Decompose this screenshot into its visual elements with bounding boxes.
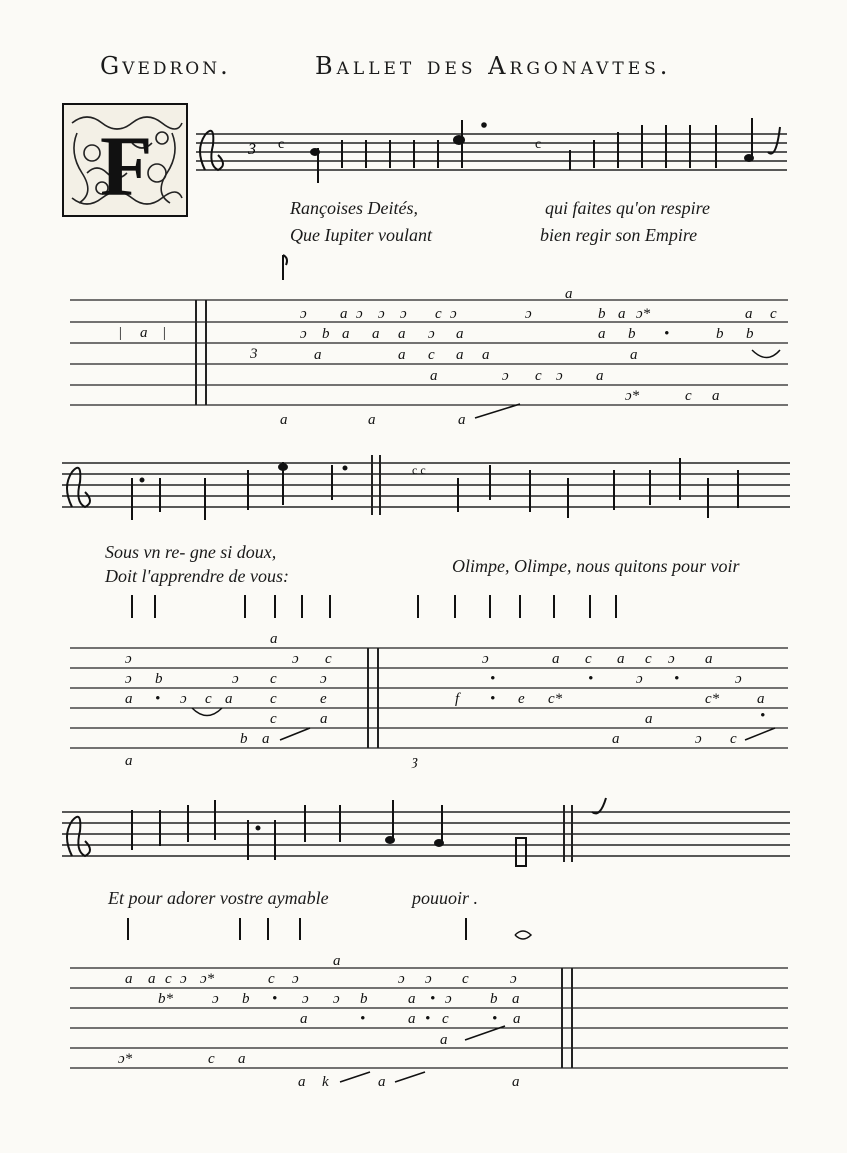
svg-text:ɔ: ɔ (502, 368, 509, 384)
svg-text:ɔ: ɔ (668, 651, 675, 667)
svg-text:•: • (492, 1011, 498, 1027)
svg-text:a: a (456, 347, 464, 363)
svg-text:c: c (535, 137, 542, 152)
svg-text:a: a (512, 991, 520, 1007)
svg-text:a: a (125, 971, 133, 987)
svg-text:c: c (165, 971, 172, 987)
svg-text:ɔ: ɔ (300, 306, 307, 322)
svg-text:ɔ: ɔ (356, 306, 363, 322)
svg-text:a: a (645, 711, 653, 727)
svg-text:a: a (705, 651, 713, 667)
svg-text:c: c (325, 651, 332, 667)
svg-text:c: c (208, 1051, 215, 1067)
svg-text:c*: c* (548, 691, 563, 707)
svg-text:ɔ: ɔ (292, 971, 299, 987)
svg-text:ɔ: ɔ (735, 671, 742, 687)
svg-text:a: a (512, 1074, 520, 1090)
svg-text:c: c (442, 1011, 449, 1027)
svg-text:a: a (125, 753, 133, 769)
svg-text:ɔ: ɔ (398, 971, 405, 987)
svg-text:c: c (428, 347, 435, 363)
lyric-line-5b: pouuoir . (412, 888, 479, 908)
svg-text:ɔ: ɔ (125, 671, 132, 687)
svg-text:a: a (225, 691, 233, 707)
svg-text:•: • (760, 708, 766, 724)
svg-text:•: • (360, 1011, 366, 1027)
svg-text:ɔ*: ɔ* (636, 306, 651, 322)
piece-title: Ballet des Argonavtes. (315, 52, 672, 80)
svg-text:e: e (518, 691, 525, 707)
svg-text:a: a (408, 1011, 416, 1027)
svg-text:a: a (440, 1032, 448, 1048)
svg-text:c: c (278, 137, 285, 152)
svg-text:f: f (455, 691, 460, 707)
svg-text:ɔ: ɔ (445, 991, 452, 1007)
svg-text:ɔ: ɔ (556, 368, 563, 384)
svg-text:ɔ*: ɔ* (200, 971, 215, 987)
svg-text:c: c (270, 691, 277, 707)
svg-text:b: b (155, 671, 163, 687)
svg-text:a: a (314, 347, 322, 363)
svg-text:e: e (320, 691, 327, 707)
svg-text:b*: b* (158, 991, 173, 1007)
lyric-line-3a: Sous vn re- gne si doux, (105, 542, 277, 562)
lyric-line-1b: qui faites qu'on respire (545, 198, 711, 218)
svg-text:ɔ: ɔ (450, 306, 457, 322)
svg-text:c: c (462, 971, 469, 987)
lyric-line-2a: Que Iupiter voulant (290, 225, 432, 245)
svg-text:b: b (490, 991, 498, 1007)
svg-text:•: • (272, 991, 278, 1007)
svg-text:b: b (716, 326, 724, 342)
svg-text:3: 3 (250, 346, 258, 362)
svg-text:ɔ: ɔ (333, 991, 340, 1007)
svg-text:ɔ: ɔ (125, 651, 132, 667)
svg-text:c: c (270, 711, 277, 727)
svg-text:a: a (270, 631, 278, 647)
lyric-line-2b: bien regir son Empire (540, 225, 698, 245)
svg-text:ɔ: ɔ (636, 671, 643, 687)
svg-text:b: b (628, 326, 636, 342)
svg-text:a: a (757, 691, 765, 707)
svg-text:•: • (588, 671, 594, 687)
svg-text:a: a (398, 326, 406, 342)
svg-text:a: a (300, 1011, 308, 1027)
svg-text:a: a (262, 731, 270, 747)
svg-text:a: a (320, 711, 328, 727)
svg-text:c: c (730, 731, 737, 747)
svg-text:ɔ: ɔ (292, 651, 299, 667)
svg-text:c: c (535, 368, 542, 384)
svg-text:b: b (360, 991, 368, 1007)
svg-text:ɔ: ɔ (400, 306, 407, 322)
svg-text:ɔ: ɔ (482, 651, 489, 667)
svg-text:c: c (205, 691, 212, 707)
svg-text:a: a (618, 306, 626, 322)
svg-text:ɔ*: ɔ* (118, 1051, 133, 1067)
svg-text:a: a (298, 1074, 306, 1090)
svg-text:a: a (617, 651, 625, 667)
svg-text:a: a (630, 347, 638, 363)
svg-text:•: • (490, 691, 496, 707)
svg-text:ɔ: ɔ (320, 671, 327, 687)
svg-text:a: a (408, 991, 416, 1007)
svg-text:ɔ: ɔ (300, 326, 307, 342)
svg-text:b: b (242, 991, 250, 1007)
svg-text:•: • (674, 671, 680, 687)
svg-text:ɔ: ɔ (302, 991, 309, 1007)
svg-text:b: b (598, 306, 606, 322)
svg-text:c: c (685, 388, 692, 404)
svg-text:c: c (268, 971, 275, 987)
svg-text:a: a (372, 326, 380, 342)
svg-text:•: • (490, 671, 496, 687)
svg-text:|: | (162, 325, 167, 341)
composer-name: Gvedron. (100, 52, 231, 80)
svg-text:a: a (552, 651, 560, 667)
svg-text:c*: c* (705, 691, 720, 707)
svg-text:a: a (712, 388, 720, 404)
svg-text:a: a (333, 953, 341, 969)
svg-text:a: a (398, 347, 406, 363)
svg-text:c: c (270, 671, 277, 687)
svg-text:•: • (425, 1011, 431, 1027)
svg-text:ɔ: ɔ (212, 991, 219, 1007)
svg-text:a: a (340, 306, 348, 322)
svg-text:a: a (598, 326, 606, 342)
svg-text:c: c (645, 651, 652, 667)
svg-text:a: a (596, 368, 604, 384)
svg-text:a: a (456, 326, 464, 342)
svg-text:a: a (342, 326, 350, 342)
svg-text:a: a (238, 1051, 246, 1067)
svg-text:a: a (430, 368, 438, 384)
svg-text:ɔ: ɔ (378, 306, 385, 322)
lyric-line-5a: Et pour adorer vostre aymable (108, 888, 329, 908)
svg-text:b: b (240, 731, 248, 747)
svg-text:ɔ: ɔ (425, 971, 432, 987)
svg-text:ɔ: ɔ (695, 731, 702, 747)
svg-text:•: • (430, 991, 436, 1007)
svg-text:a: a (458, 412, 466, 428)
svg-text:ɔ*: ɔ* (625, 388, 640, 404)
svg-text:k: k (322, 1074, 329, 1090)
svg-text:b: b (746, 326, 754, 342)
svg-text:c: c (435, 306, 442, 322)
svg-text:•: • (155, 691, 161, 707)
svg-text:a: a (125, 691, 133, 707)
svg-text:a: a (745, 306, 753, 322)
svg-text:ɔ: ɔ (180, 971, 187, 987)
svg-text:a: a (140, 325, 148, 341)
svg-text:b: b (322, 326, 330, 342)
svg-text:a: a (482, 347, 490, 363)
svg-text:ɔ: ɔ (525, 306, 532, 322)
lyric-line-4b: Olimpe, Olimpe, nous quitons pour voir (452, 556, 740, 576)
svg-text:c: c (770, 306, 777, 322)
svg-text:•: • (664, 326, 670, 342)
svg-text:|: | (118, 325, 123, 341)
svg-text:a: a (612, 731, 620, 747)
svg-text:ɔ: ɔ (510, 971, 517, 987)
svg-text:a: a (148, 971, 156, 987)
svg-text:c c: c c (412, 463, 426, 477)
svg-text:ɔ: ɔ (180, 691, 187, 707)
svg-text:a: a (378, 1074, 386, 1090)
svg-text:c: c (585, 651, 592, 667)
initial-letter: F (100, 118, 153, 214)
svg-text:a: a (513, 1011, 521, 1027)
svg-text:a: a (368, 412, 376, 428)
svg-text:ɔ: ɔ (428, 326, 435, 342)
svg-text:a: a (280, 412, 288, 428)
svg-text:ȝ: ȝ (412, 753, 418, 769)
svg-text:3: 3 (248, 141, 256, 158)
svg-text:a: a (565, 286, 573, 302)
svg-text:ɔ: ɔ (232, 671, 239, 687)
lyric-line-1a: Rançoises Deités, (290, 198, 418, 218)
lyric-line-4a: Doit l'apprendre de vous: (105, 566, 289, 586)
